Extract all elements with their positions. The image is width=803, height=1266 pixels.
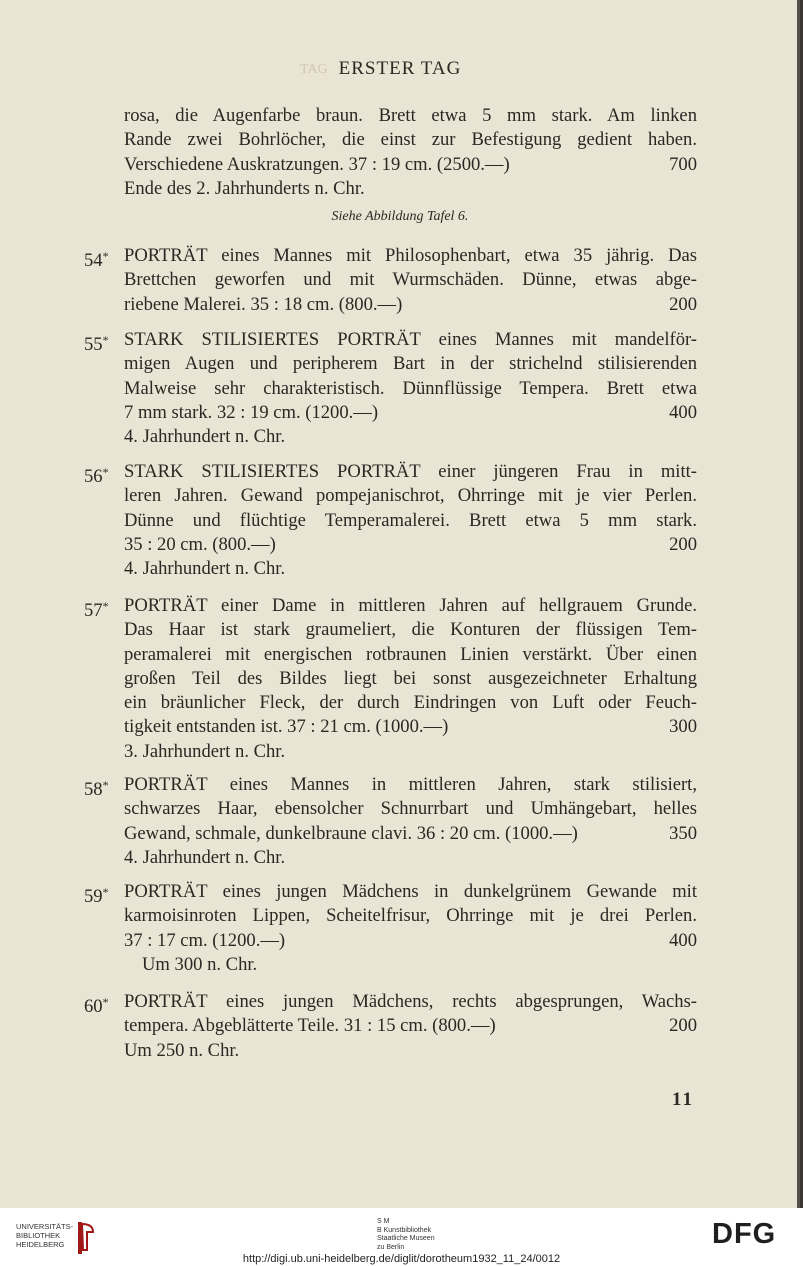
catalog-entry-59 (84, 880, 704, 977)
entry-number: 58* (84, 778, 109, 800)
text-line: 4. Jahrhundert n. Chr. (124, 558, 286, 580)
viewer-footer (0, 1208, 803, 1266)
price: 200 (669, 293, 697, 315)
dfg-logo[interactable]: DFG (712, 1218, 777, 1250)
text-line: Verschiedene Auskratzungen. 37 : 19 cm. (2500.—) (124, 153, 510, 175)
text-line: 4. Jahrhundert n. Chr. (124, 846, 286, 868)
text-line: PORTRÄT einer Dame in mittleren Jahren auf hellgrauem Grunde. (124, 595, 697, 616)
text-line: rosa, die Augenfarbe braun. Brett etwa 5 mm stark. Am linken (124, 105, 697, 126)
bleed-through: TAG (300, 62, 328, 77)
catalog-entry-58 (84, 773, 704, 870)
text-line: großen Teil des Bildes liegt bei sonst ausgezeichneter Erhaltung (124, 667, 697, 689)
text-line: 3. Jahrhundert n. Chr. (124, 740, 286, 762)
text-line: 7 mm stark. 32 : 19 cm. (1200.—) (124, 401, 379, 423)
kunstbibliothek-logo[interactable]: S M B Kunstbibliothek Staatliche Museen zu Berlin (377, 1218, 435, 1251)
page-header: ERSTER TAG (338, 58, 462, 79)
text-line: Um 250 n. Chr. (124, 1039, 240, 1061)
catalog-entry-57 (84, 594, 704, 764)
price: 300 (669, 716, 697, 738)
text-line: 35 : 20 cm. (800.—) (124, 533, 276, 555)
entry-number: 56* (84, 465, 109, 487)
university-library-logo[interactable]: UNIVERSITÄTS- BIBLIOTHEK HEIDELBERG (16, 1222, 74, 1249)
text-line: leren Jahren. Gewand pompejanischrot, Ohrringe mit je vier Perlen. (124, 485, 697, 507)
text-line: PORTRÄT eines jungen Mädchens in dunkelgrünem Gewande mit (124, 881, 697, 902)
text-line: Um 300 n. Chr. (142, 953, 258, 975)
figure-caption: Siehe Abbildung Tafel 6. (331, 209, 469, 224)
intro-block (84, 104, 704, 201)
text-line: STARK STILISIERTES PORTRÄT einer jüngeren Frau in mitt- (124, 461, 697, 482)
entry-number: 54* (84, 249, 109, 271)
text-line: Ende des 2. Jahrhunderts n. Chr. (124, 177, 365, 199)
price: 200 (669, 1015, 697, 1037)
text-line: PORTRÄT eines Mannes in mittleren Jahren, stark stilisiert, (124, 774, 697, 795)
text-line: schwarzes Haar, ebensolcher Schnurrbart und Umhängebart, helles (124, 798, 697, 820)
price: 400 (669, 401, 697, 423)
text-line: Rande zwei Bohrlöcher, die einst zur Befestigung gedient haben. (124, 129, 697, 151)
page-edge (797, 0, 800, 1208)
text-line: PORTRÄT eines jungen Mädchens, rechts abgesprungen, Wachs- (124, 991, 697, 1012)
text-line: migen Augen und peripherem Bart in der strichelnd stilisierenden (124, 353, 697, 375)
permalink-url[interactable]: http://digi.ub.uni-heidelberg.de/diglit/dorotheum1932_11_24/0012 (242, 1253, 561, 1265)
text-line: 4. Jahrhundert n. Chr. (124, 426, 286, 448)
page-number: 11 (672, 1089, 694, 1110)
price: 700 (669, 153, 697, 175)
text-line: Malweise sehr charakteristisch. Dünnflüssige Tempera. Brett etwa (124, 377, 697, 399)
catalog-entry-60 (84, 990, 704, 1063)
entry-number: 60* (84, 995, 109, 1017)
catalog-entry-54 (84, 244, 704, 317)
price: 350 (669, 822, 697, 844)
text-line: peramalerei mit energischen rotbraunen Linien verstärkt. Über einen (124, 643, 697, 665)
text-line: STARK STILISIERTES PORTRÄT eines Mannes mit mandelför- (124, 329, 697, 350)
text-line: ein bräunlicher Fleck, der durch Eindringen von Luft oder Feuch- (124, 692, 697, 714)
text-line: karmoisinroten Lippen, Scheitelfrisur, Ohrringe mit je drei Perlen. (124, 905, 697, 927)
entry-number: 59* (84, 885, 109, 907)
price: 200 (669, 533, 697, 555)
text-line: 37 : 17 cm. (1200.—) (124, 929, 286, 951)
text-line: Das Haar ist stark graumeliert, die Konturen der flüssigen Tem- (124, 619, 697, 641)
price: 400 (669, 929, 697, 951)
university-emblem-icon (75, 1220, 97, 1256)
text-line: riebene Malerei. 35 : 18 cm. (800.—) (124, 293, 403, 315)
text-line: PORTRÄT eines Mannes mit Philosophenbart, etwa 35 jährig. Das (124, 245, 697, 266)
text-line: Brettchen geworfen und mit Wurmschäden. Dünne, etwas abge- (124, 269, 697, 291)
text-line: tempera. Abgeblätterte Teile. 31 : 15 cm. (800.—) (124, 1015, 496, 1037)
text-line: Gewand, schmale, dunkelbraune clavi. 36 : 20 cm. (1000.—) (124, 822, 578, 844)
entry-number: 55* (84, 333, 109, 355)
catalog-entry-56 (84, 460, 704, 581)
text-line: Dünne und flüchtige Temperamalerei. Brett etwa 5 mm stark. (124, 509, 697, 531)
text-line: tigkeit entstanden ist. 37 : 21 cm. (1000.—) (124, 716, 449, 738)
entry-number: 57* (84, 599, 109, 621)
catalog-entry-55 (84, 328, 704, 449)
